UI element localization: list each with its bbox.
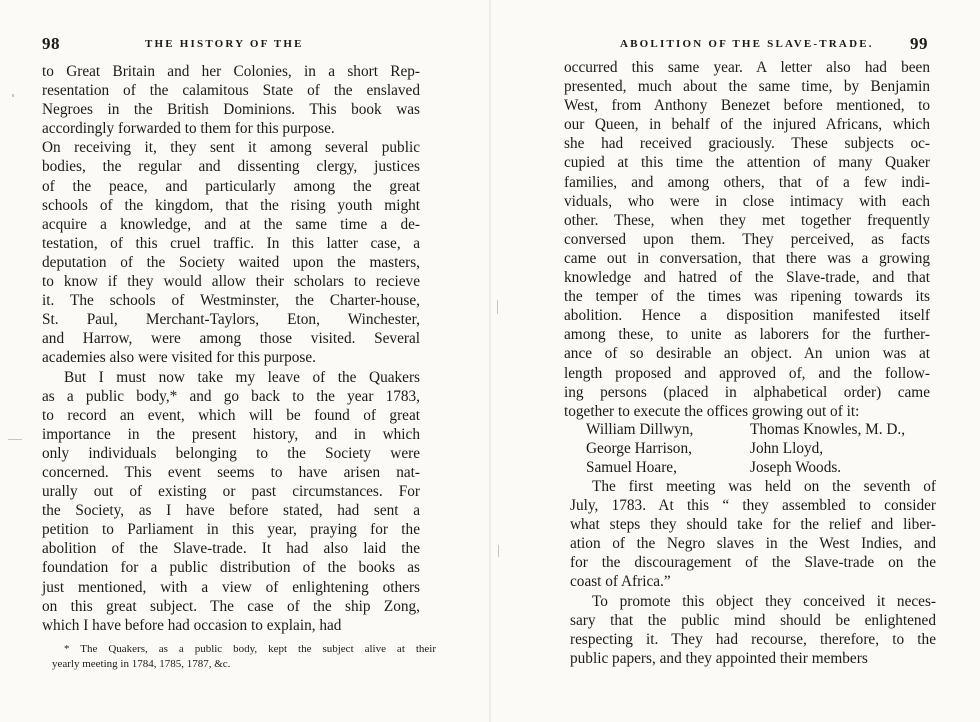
text-line: July, 1783. At this “ they assembled to consider: [570, 497, 936, 515]
member-name: Samuel Hoare,: [586, 459, 677, 477]
text-line: respecting it. They had recourse, therefore, to the: [570, 630, 936, 648]
text-line: as a public body,* and go back to the year 1783,: [42, 387, 420, 405]
text-line: ing persons (placed in alphabetical order) came: [564, 383, 930, 401]
text-line: only individuals belonging to the Society were: [42, 444, 420, 462]
text-line: acquire a knowledge, and at the same time a de-: [42, 215, 420, 233]
name-row: [586, 420, 936, 439]
text-line: which I have before had occasion to explain, had: [42, 616, 342, 634]
text-line: West, from Anthony Benezet before mentioned, to: [564, 97, 930, 115]
text-line: among these, to unite as laborers for the further-: [564, 326, 930, 344]
text-line: ance of so desirable an object. An union was at: [564, 345, 930, 363]
text-line: of the peace, and particularly among the great: [42, 177, 420, 195]
text-line: coast of Africa.”: [570, 573, 671, 591]
left-page-number: 98: [42, 34, 60, 53]
right-running-head: ABOLITION OF THE SLAVE-TRADE.: [620, 38, 874, 50]
text-line: the Society, as I have before stated, had sent a: [42, 502, 420, 520]
text-line: for the discouragement of the Slave-trade on the: [570, 554, 936, 572]
text-line: importance in the present history, and in which: [42, 425, 420, 443]
text-line: academies also were visited for this purpose.: [42, 349, 316, 367]
text-line: foundation for a public distribution of the books as: [42, 559, 420, 577]
left-footnote: [52, 642, 436, 672]
text-line: testation, of this cruel traffic. In this latter case, a: [42, 234, 420, 252]
name-row: [586, 439, 936, 458]
member-name: John Lloyd,: [750, 440, 824, 458]
text-line: other. These, when they met together frequently: [564, 211, 930, 229]
text-line: St. Paul, Merchant-Taylors, Eton, Winchester,: [42, 311, 420, 329]
text-line: occurred this same year. A letter also had been: [564, 59, 930, 76]
text-line: she had received graciously. These subjects oc-: [564, 135, 930, 153]
text-line: and Harrow, were among those visited. Several: [42, 330, 420, 348]
text-line: bodies, the regular and dissenting clergy, justices: [42, 158, 420, 176]
text-line: to record an event, which will be found of great: [42, 406, 420, 424]
right-page: [490, 0, 980, 722]
text-line: To promote this object they conceived it neces-: [592, 592, 936, 610]
text-line: concerned. This event seems to have arisen nat-: [42, 463, 420, 481]
text-line: ation of the Negro slaves in the West Indies, and: [570, 535, 936, 553]
margin-mark: [498, 545, 499, 557]
right-body-text-upper: [564, 58, 930, 421]
text-line: conversed upon them. They perceived, as facts: [564, 230, 930, 248]
text-line: length proposed and approved of, and the follow-: [564, 364, 930, 382]
member-name: Thomas Knowles, M. D.,: [750, 421, 906, 438]
text-line: to Great Britain and her Colonies, in a short Rep-: [42, 63, 420, 80]
text-line: presented, much about the same time, by Benjamin: [564, 78, 930, 96]
text-line: it. The schools of Westminster, the Charter-house,: [42, 292, 420, 310]
text-line: The first meeting was held on the seventh of: [592, 478, 936, 495]
text-line: together to execute the offices growing out of it:: [564, 402, 860, 420]
text-line: came out in conversation, that there was a growing: [564, 249, 930, 267]
name-row: [586, 458, 936, 477]
text-line: what steps they should take for the relief and liber-: [570, 516, 936, 534]
text-line: urally out of existing or past circumstances. For: [42, 483, 420, 501]
text-line: petition to Parliament in this year, praying for the: [42, 521, 420, 539]
text-line: On receiving it, they sent it among several public: [42, 139, 420, 157]
page-speck: [12, 94, 14, 97]
text-line: But I must now take my leave of the Quakers: [64, 368, 420, 386]
text-line: public papers, and they appointed their members: [570, 649, 868, 667]
left-body-text: [42, 62, 420, 635]
right-body-text-lower: [570, 477, 936, 668]
text-line: our Queen, in behalf of the injured Africans, which: [564, 116, 930, 134]
text-line: to know if they would allow their scholars to recieve: [42, 273, 420, 291]
text-line: viduals, who were in close intimacy with each: [564, 192, 930, 210]
margin-mark: [8, 439, 22, 440]
text-line: families, and among others, that of a few indi-: [564, 173, 930, 191]
text-line: abolition of the Slave-trade. It had also laid the: [42, 540, 420, 558]
text-line: abolition. Hence a disposition manifested itself: [564, 307, 930, 325]
committee-names-list: [586, 420, 936, 477]
footnote-line: * The Quakers, as a public body, kept the subject alive at their: [64, 643, 436, 655]
right-page-number: 99: [910, 34, 928, 53]
member-name: George Harrison,: [586, 440, 692, 458]
text-line: accordingly forwarded to them for this purpose.: [42, 120, 335, 138]
left-running-head: THE HISTORY OF THE: [145, 38, 304, 50]
text-line: Negroes in the British Dominions. This book was: [42, 101, 420, 119]
member-name: William Dillwyn,: [586, 421, 694, 438]
text-line: just mentioned, with a view of enlightening others: [42, 578, 420, 596]
member-name: Joseph Woods.: [750, 459, 842, 477]
text-line: the temper of the times was ripening towards its: [564, 288, 930, 306]
text-line: knowledge and hatred of the Slave-trade, and that: [564, 269, 930, 287]
footnote-line: yearly meeting in 1784, 1785, 1787, &c.: [52, 658, 231, 670]
text-line: sary that the public mind should be enlightened: [570, 611, 936, 629]
text-line: deputation of the Society waited upon the masters,: [42, 253, 420, 271]
text-line: on this great subject. The case of the ship Zong,: [42, 597, 420, 615]
margin-mark: [497, 300, 498, 314]
text-line: resentation of the calamitous State of the enslaved: [42, 82, 420, 100]
text-line: cupied at this time the attention of many Quaker: [564, 154, 930, 172]
text-line: schools of the kingdom, that the rising youth might: [42, 196, 420, 214]
